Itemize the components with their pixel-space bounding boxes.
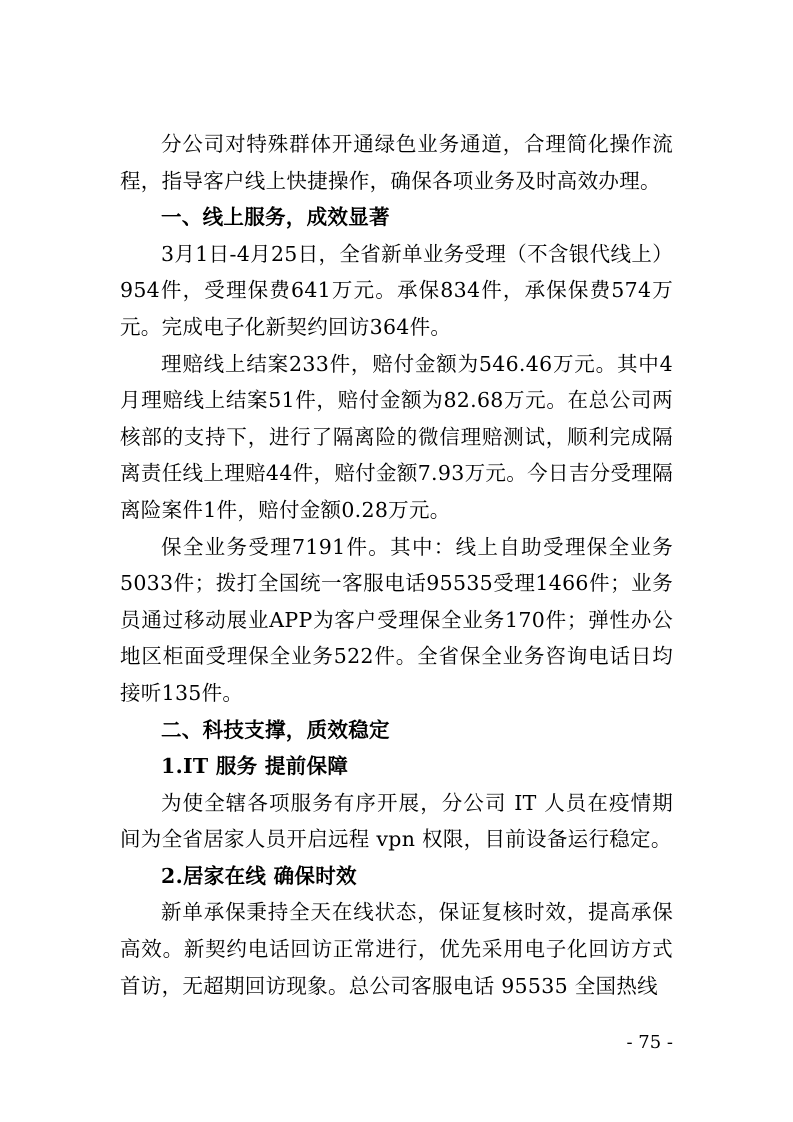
document-body xyxy=(120,126,673,1004)
subheading-it-service: 1.IT 服务 提前保障 xyxy=(161,754,349,779)
paragraph-underwriting: 新单承保秉持全天在线状态，保证复核时效，提高承保高效。新契约电话回访正常进行，优先采用电子化回访方式首访，无超期回访现象。总公司客服电话 95535 全国热线 xyxy=(120,900,673,998)
section-heading-online-service: 一、线上服务，成效显著 xyxy=(161,205,390,230)
subheading-home-online: 2.居家在线 确保时效 xyxy=(161,863,357,888)
paragraph-claims: 理赔线上结案233件，赔付金额为546.46万元。其中4月理赔线上结案51件，赔付金额为82.68万元。在总公司两核部的支持下，进行了隔离险的微信理赔测试，顺利完成隔离责任线上理赔44件，赔付金额7.93万元。今日吉分受理隔离险案件1件，赔付金额0.28万元。 xyxy=(120,351,673,522)
section-heading-tech-support: 二、科技支撑，质效稳定 xyxy=(161,717,390,742)
paragraph-green-channel: 分公司对特殊群体开通绿色业务通道，合理简化操作流程，指导客户线上快捷操作，确保各项业务及时高效办理。 xyxy=(120,132,673,193)
page-number: - 75 - xyxy=(626,1032,673,1053)
paragraph-preservation: 保全业务受理7191件。其中：线上自助受理保全业务5033件；拨打全国统一客服电话95535受理1466件；业务员通过移动展业APP为客户受理保全业务170件；弹性办公地区柜面受理保全业务522件。全省保全业务咨询电话日均接听135件。 xyxy=(120,534,673,705)
paragraph-it-vpn: 为使全辖各项服务有序开展，分公司 IT 人员在疫情期间为全省居家人员开启远程 vpn 权限，目前设备运行稳定。 xyxy=(120,790,673,852)
paragraph-new-business: 3月1日-4月25日，全省新单业务受理（不含银代线上）954件，受理保费641万元。承保834件，承保保费574万元。完成电子化新契约回访364件。 xyxy=(120,241,673,339)
